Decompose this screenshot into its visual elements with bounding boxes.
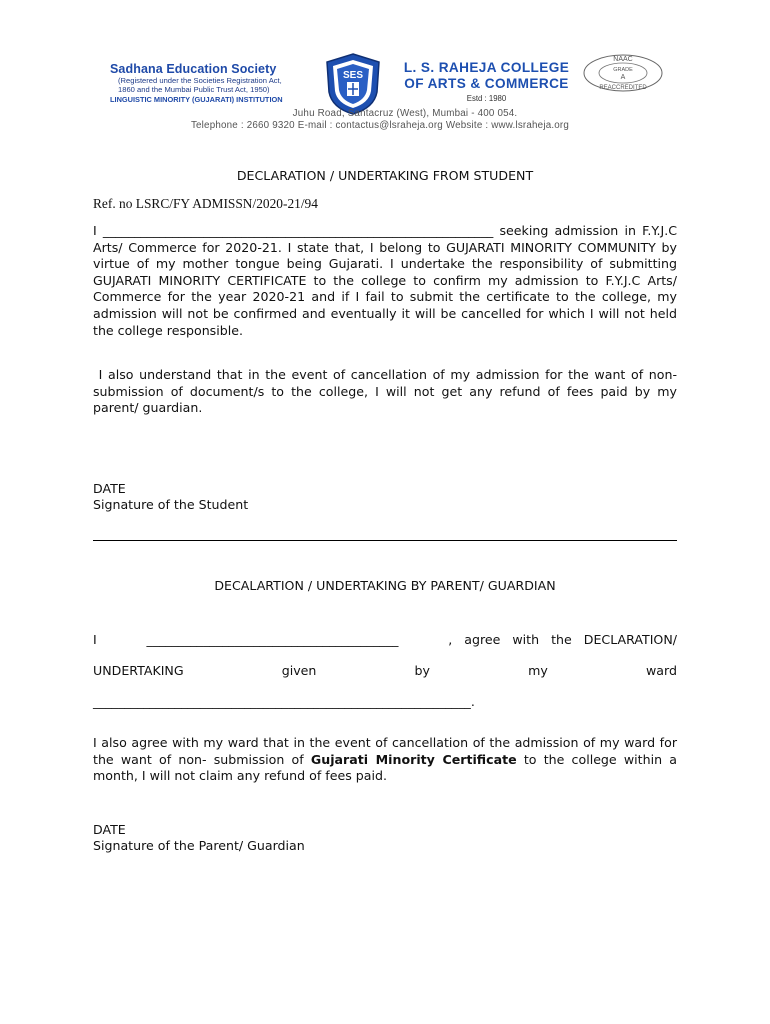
- parent-line-i: I: [93, 632, 97, 647]
- undertaking-word-5: ward: [645, 663, 677, 678]
- college-name-line1: L. S. RAHEJA COLLEGE: [403, 60, 570, 75]
- ward-name-blank: ____________________________________________________________.: [93, 694, 475, 709]
- naac-top-text: NAAC: [613, 56, 633, 63]
- college-crest-logo: [324, 52, 382, 116]
- college-address: Juhu Road, Santacruz (West), Mumbai - 400 054.: [292, 108, 518, 119]
- crest-text: SES: [342, 70, 364, 81]
- undertaking-word-2: given: [281, 663, 317, 678]
- student-signature-label: Signature of the Student: [93, 497, 249, 512]
- parent-undertaking-line: [93, 663, 677, 680]
- parent-date-label: DATE: [93, 822, 126, 837]
- parent-section-title: DECALARTION / UNDERTAKING BY PARENT/ GUARDIAN: [214, 578, 556, 593]
- naac-bottom-text: REACCREDITED: [599, 85, 647, 91]
- parent-para-text-2: to the college within a month, I will not claim any refund of fees paid.: [93, 751, 677, 784]
- undertaking-word-1: UNDERTAKING: [93, 663, 184, 678]
- society-reg-line1: (Registered under the Societies Registration Act,: [118, 76, 282, 85]
- student-section-title: DECLARATION / UNDERTAKING FROM STUDENT: [236, 168, 534, 183]
- parent-name-blank: ________________________________________: [146, 632, 399, 647]
- letterhead: [0, 48, 770, 138]
- student-declaration-paragraph: I ______________________________________________________________ seeking admission in F.Y.J.C Arts/ Commerce for 2020-21. I state that, I belong to GUJARATI MINORITY COMMUNITY by virtue of my mother tongue being Gujarati. I undertake the responsibility of submitting GUJARATI MINORITY CERTIFICATE to the college to confirm my admission to F.Y.J.C Arts/ Commerce for the year 2020-21 and if I fail to submit the certificate to the college, my admission will not be confirmed and eventually it will be cancelled for which I will not held the college responsible.: [93, 223, 677, 338]
- society-name: Sadhana Education Society: [110, 62, 277, 76]
- college-contact: Telephone : 2660 9320 E-mail : contactus@lsraheja.org Website : www.lsraheja.org: [190, 120, 570, 131]
- naac-letter-text: A: [620, 74, 626, 81]
- minority-line: LINGUISTIC MINORITY (GUJARATI) INSTITUTION: [110, 94, 283, 104]
- parent-agree-text: , agree with the DECLARATION/: [448, 632, 677, 647]
- certificate-name-bold: Gujarati Minority Certificate: [310, 751, 517, 767]
- parent-signature-label: Signature of the Parent/ Guardian: [93, 838, 305, 853]
- parent-refund-paragraph: [93, 735, 677, 785]
- student-refund-paragraph: I also understand that in the event of cancellation of my admission for the want of non- submission of document/s to the college, I will not get any refund of fees paid by my parent/ guardian.: [93, 367, 682, 416]
- naac-badge-icon: [582, 52, 664, 94]
- undertaking-word-4: my: [528, 663, 548, 678]
- established-year: Estd : 1980: [466, 94, 507, 103]
- student-date-label: DATE: [93, 481, 126, 496]
- society-block: [110, 62, 325, 104]
- parent-para-text-1: I also agree with my ward that in the event of cancellation of the admission of my ward for the want of non- submission of: [93, 735, 677, 767]
- reference-number: Ref. no LSRC/FY ADMISSN/2020-21/94: [93, 196, 318, 211]
- section-divider: [93, 540, 677, 541]
- naac-grade-text: GRADE: [613, 67, 633, 73]
- society-reg-line2: 1860 and the Mumbai Public Trust Act, 1950): [118, 85, 270, 95]
- college-name-block: [394, 60, 579, 103]
- parent-name-line: [93, 632, 677, 649]
- undertaking-word-3: by: [414, 663, 430, 678]
- college-name-line2: OF ARTS & COMMERCE: [404, 76, 569, 91]
